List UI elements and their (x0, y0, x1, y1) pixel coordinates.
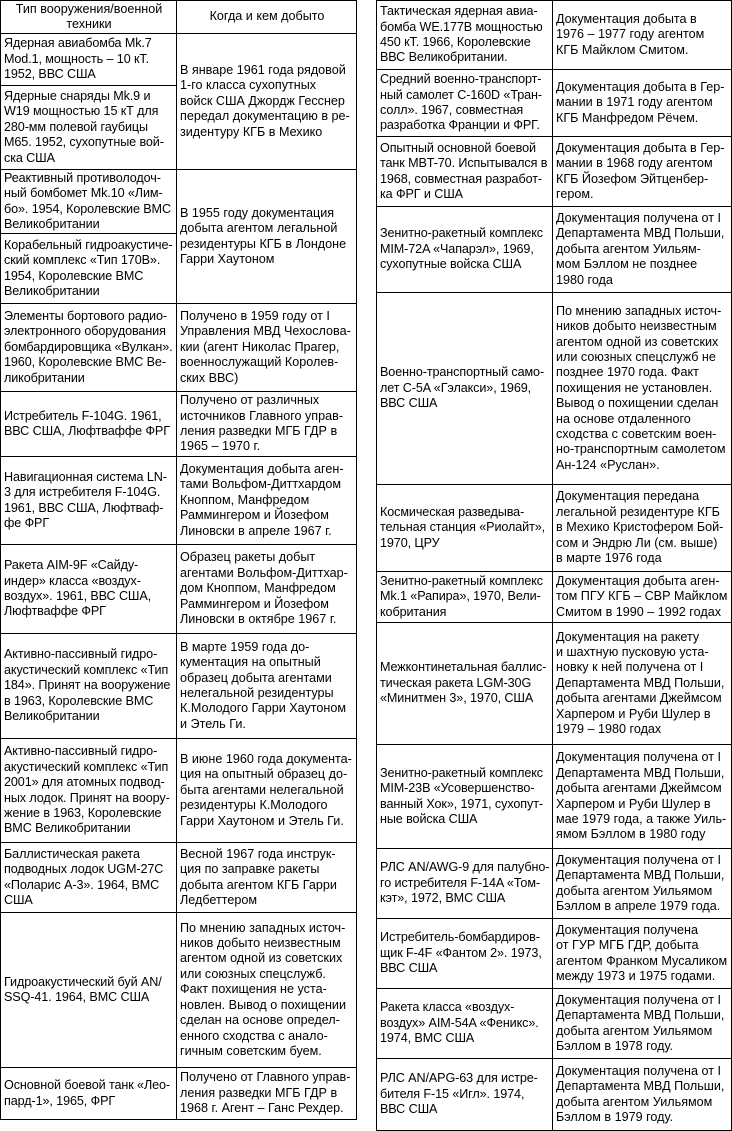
table-row (1, 739, 357, 843)
source-cell: Документация получена от I Департамента МВД Польши, добыта агентом Уильямом Бэллом в 1979 году. (553, 1059, 732, 1131)
source-cell: Документация получена от ГУР МГБ ГДР, добыта агентом Франком Мусаликом между 1973 и 1975 годами. (553, 919, 732, 989)
source-cell: Документация передана легальной резидентуре КГБ в Мехико Кристофером Бой- сом и Эндрю Ли (см. выше) в марте 1976 года (553, 485, 732, 572)
weapon-cell: Зенитно-ракетный комплекс Mk.1 «Рапира», 1970, Вели- кобритания (377, 572, 553, 623)
table-row (1, 545, 357, 634)
weapon-cell: РЛС AN/AWG-9 для палубно- го истребителя F-14A «Том- кэт», 1972, ВМС США (377, 849, 553, 919)
table-row (377, 919, 732, 989)
table-row (377, 485, 732, 572)
weapon-cell: Тактическая ядерная авиа- бомба WE.177B мощностью 450 кТ. 1966, Королевские ВВС Великобритании. (377, 1, 553, 70)
source-cell: Документация на ракету и шахтную пусковую уста- новку к ней получена от I Департамента МВД Польши, добыта агентами Джеймсом Харпером и Руби Шулер в 1979 – 1980 годах (553, 623, 732, 745)
source-cell: Документация добыта аген- том ПГУ КГБ – СВР Майклом Смитом в 1990 – 1992 годах (553, 572, 732, 623)
source-cell: Получено от Главного управ- ления разведки МГБ ГДР в 1968 г. Агент – Ганс Рехдер. (177, 1068, 357, 1120)
weapon-cell: Корабельный гидроакустиче- ский комплекс «Тип 170В». 1954, Королевские ВМС Великобритании (1, 234, 177, 304)
table-row (377, 745, 732, 849)
source-cell: Документация добыта в Гер- мании в 1968 году агентом КГБ Йозефом Эйтценбер- гером. (553, 137, 732, 207)
table-row (377, 989, 732, 1059)
weapon-cell: Активно-пассивный гидро- акустический комплекс «Тип 184». Принят на вооружение в 1963, Королевские ВМС Великобритании (1, 634, 177, 739)
table-row (1, 843, 357, 913)
table-row (1, 392, 357, 457)
table-row (1, 913, 357, 1068)
source-cell: Документация получена от I Департамента МВД Польши, добыта агентом Уильям- мом Бэллом не позднее 1980 года (553, 207, 732, 293)
source-cell: В июне 1960 года документа- ция на опытный образец до- быта агентами нелегальной резидентуры К.Молодого Гарри Хаутоном и Этель Ги. (177, 739, 357, 843)
table-row (377, 70, 732, 137)
source-cell: В марте 1959 года до- кументация на опытный образец добыта агентами нелегальной резидентуры К.Молодого Гарри Хаутоном и Этель Ги. (177, 634, 357, 739)
table-row (377, 1, 732, 70)
weapon-cell: РЛС AN/APG-63 для истре- бителя F-15 «Игл». 1974, ВВС США (377, 1059, 553, 1131)
source-cell: В 1955 году документация добыта агентом легальной резидентуры КГБ в Лондоне Гарри Хаутоном (177, 170, 357, 304)
weapon-cell: Ракета класса «воздух- воздух» AIM-54A «Феникс». 1974, ВМС США (377, 989, 553, 1059)
source-cell: Документация получена от I Департамента МВД Польши, добыта агентом Уильямом Бэллом в апреле 1979 года. (553, 849, 732, 919)
weapon-cell: Зенитно-ракетный комплекс MIM-23B «Усовершенство- ванный Хок», 1971, сухопут- ные войска США (377, 745, 553, 849)
weapon-cell: Опытный основной боевой танк MBT-70. Испытывался в 1968, совместная разработ- ка ФРГ и США (377, 137, 553, 207)
table-header-row (1, 1, 357, 34)
table-row (377, 1059, 732, 1131)
table-row (1, 634, 357, 739)
table-row (1, 1068, 357, 1120)
table-row (1, 457, 357, 545)
weapon-cell: Реактивный противолодоч- ный бомбомет Mk.10 «Лим- бо». 1954, Королевские ВМС Великобритании (1, 170, 177, 234)
weapons-table-right (376, 0, 732, 1131)
table-row (1, 304, 357, 392)
header-weapon-type: Тип вооружения/военной техники (1, 1, 177, 34)
weapon-cell: Гидроакустический буй AN/ SSQ-41. 1964, ВМС США (1, 913, 177, 1068)
weapon-cell: Основной боевой танк «Лео- пард-1», 1965, ФРГ (1, 1068, 177, 1120)
source-cell: Образец ракеты добыт агентами Вольфом-Диттхар- дом Кноппом, Манфредом Раммингером и Йозефом Линовски в октябре 1967 г. (177, 545, 357, 634)
weapons-table-left (0, 0, 357, 1120)
left-column (0, 0, 356, 1120)
header-when-who: Когда и кем добыто (177, 1, 357, 34)
weapon-cell: Военно-транспортный само- лет C-5A «Гэлакси», 1969, ВВС США (377, 293, 553, 485)
weapon-cell: Истребитель F-104G. 1961, ВВС США, Люфтваффе ФРГ (1, 392, 177, 457)
source-cell: Документация добыта аген- тами Вольфом-Диттхардом Кноппом, Манфредом Раммингером и Йозефом Линовски в апреле 1967 г. (177, 457, 357, 545)
weapon-cell: Активно-пассивный гидро- акустический комплекс «Тип 2001» для атомных подвод- ных лодок. Принят на воору- жение в 1963, Королевские ВМС Великобритании (1, 739, 177, 843)
weapon-cell: Межконтинетальная баллис- тическая ракета LGM-30G «Минитмен 3», 1970, США (377, 623, 553, 745)
table-row (377, 572, 732, 623)
weapon-cell: Ядерные снаряды Mk.9 и W19 мощностью 15 кТ для 280-мм полевой гаубицы M65. 1952, сухопутные вой- ска США (1, 86, 177, 170)
source-cell: Документация добыта в Гер- мании в 1971 году агентом КГБ Манфредом Рёчем. (553, 70, 732, 137)
source-cell: Документация добыта в 1976 – 1977 году агентом КГБ Майклом Смитом. (553, 1, 732, 70)
table-row (1, 170, 357, 234)
source-cell: По мнению западных источ- ников добыто неизвестным агентом одной из советских или союзных спецслужб не позднее 1970 года. Факт похищения не установлен. Вывод о похищении сделан на основе отдаленного сходства с советским воен- но-транспортным самолетом Ан-124 «Руслан». (553, 293, 732, 485)
source-cell: По мнению западных источ- ников добыто неизвестным агентом одной из советских или союзных спецслужб. Факт похищения не уста- новлен. Вывод о похищении сделан на основе определ- енного сходства с анало- гичным советским буем. (177, 913, 357, 1068)
source-cell: Документация получена от I Департамента МВД Польши, добыта агентами Джеймсом Харпером и Руби Шулер в мае 1979 года, а также Уиль- ямом Бэллом в 1980 году (553, 745, 732, 849)
source-cell: Весной 1967 года инструк- ция по заправке ракеты добыта агентом КГБ Гарри Ледбеттером (177, 843, 357, 913)
weapon-cell: Элементы бортового радио- электронного оборудования бомбардировщика «Вулкан». 1960, Королевские ВМС Ве- ликобритании (1, 304, 177, 392)
weapon-cell: Средний военно-транспорт- ный самолет C-160D «Тран- солл». 1967, совместная разработка Франции и ФРГ. (377, 70, 553, 137)
table-row (377, 623, 732, 745)
table-row (377, 293, 732, 485)
table-row (377, 137, 732, 207)
weapon-cell: Баллистическая ракета подводных лодок UGM-27C «Поларис А-3». 1964, ВМС США (1, 843, 177, 913)
table-row (1, 34, 357, 86)
weapon-cell: Космическая разведыва- тельная станция «Риолайт», 1970, ЦРУ (377, 485, 553, 572)
table-row (377, 849, 732, 919)
source-cell: Получено от различных источников Главного управ- ления разведки МГБ ГДР в 1965 – 1970 г. (177, 392, 357, 457)
source-cell: В январе 1961 года рядовой 1-го класса сухопутных войск США Джордж Гесснер передал документацию в ре- зидентуру КГБ в Мехико (177, 34, 357, 170)
table-row (377, 207, 732, 293)
weapon-cell: Зенитно-ракетный комплекс MIM-72A «Чапарэл», 1969, сухопутные войска США (377, 207, 553, 293)
weapon-cell: Ракета AIM-9F «Сайду- индер» класса «воздух- воздух». 1961, ВВС США, Люфтваффе ФРГ (1, 545, 177, 634)
weapon-cell: Истребитель-бомбардиров- щик F-4F «Фантом 2». 1973, ВВС США (377, 919, 553, 989)
weapon-cell: Ядерная авиабомба Mk.7 Mod.1, мощность – 10 кТ. 1952, ВВС США (1, 34, 177, 86)
source-cell: Документация получена от I Департамента МВД Польши, добыта агентом Уильямом Бэллом в 1978 году. (553, 989, 732, 1059)
right-column (376, 0, 731, 1131)
weapon-cell: Навигационная система LN- 3 для истребителя F-104G. 1961, ВВС США, Люфтваф- фе ФРГ (1, 457, 177, 545)
source-cell: Получено в 1959 году от I Управления МВД Чехослова- кии (агент Николас Прагер, военнослужащий Королев- ских ВВС) (177, 304, 357, 392)
